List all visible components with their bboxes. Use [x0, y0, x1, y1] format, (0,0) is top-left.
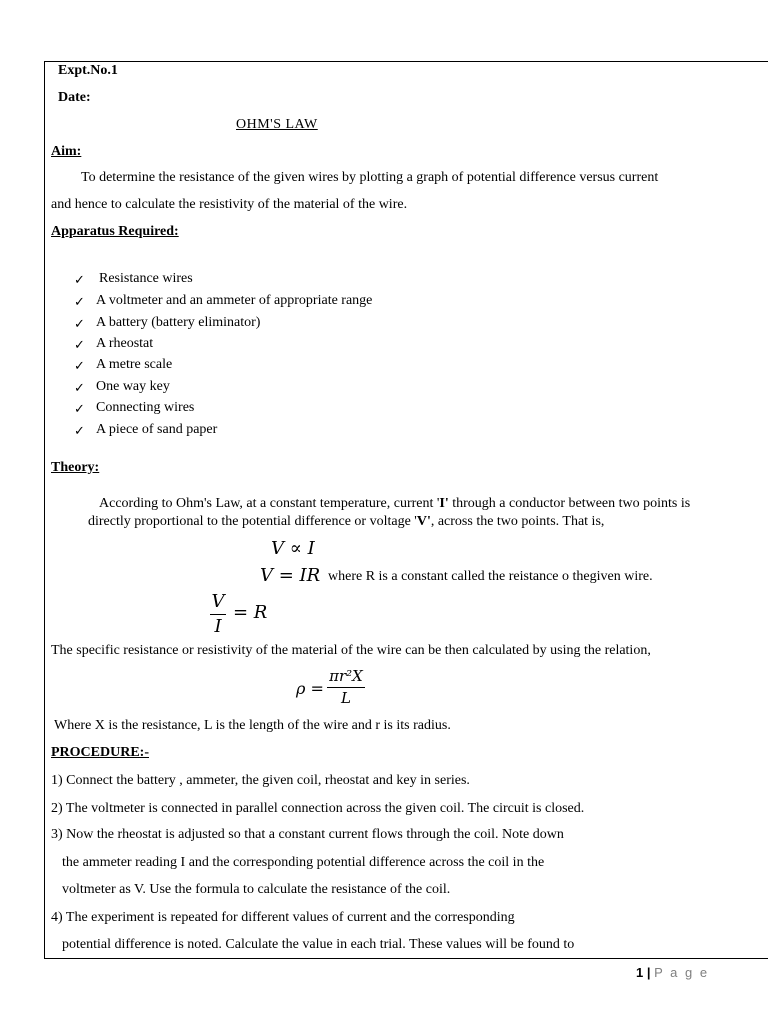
- theory-text-c: directly proportional to the potential difference or voltage ': [88, 514, 417, 529]
- symbol-current: I': [439, 496, 449, 511]
- procedure-line: potential difference is noted. Calculate the value in each trial. These values will be found to: [62, 937, 575, 952]
- checkmark-icon: ✓: [74, 423, 85, 438]
- checkmark-icon: ✓: [74, 401, 85, 416]
- checkmark-icon: ✓: [74, 380, 85, 395]
- fraction-denominator: L: [341, 689, 351, 707]
- page-number: 1: [636, 965, 644, 980]
- theory-text-b: through a conductor between two points is: [448, 496, 691, 511]
- experiment-number: Expt.No.1: [58, 63, 118, 78]
- theory-text-a: According to Ohm's Law, at a constant temperature, current ': [99, 496, 440, 511]
- list-item: A battery (battery eliminator): [96, 315, 261, 330]
- page-separator: |: [646, 965, 651, 980]
- procedure-line: 1) Connect the battery , ammeter, the given coil, rheostat and key in series.: [51, 773, 470, 788]
- apparatus-heading: Apparatus Required:: [51, 224, 179, 239]
- list-item: Resistance wires: [99, 271, 193, 286]
- page-label: P a g e: [654, 965, 710, 980]
- list-item: A piece of sand paper: [96, 422, 218, 437]
- checkmark-icon: ✓: [74, 272, 85, 287]
- procedure-line: 4) The experiment is repeated for different values of current and the corresponding: [51, 910, 515, 925]
- aim-heading: Aim:: [51, 144, 82, 159]
- equation-rho-lhs: ρ =: [296, 679, 324, 698]
- fraction-bar: [327, 687, 365, 688]
- checkmark-icon: ✓: [74, 316, 85, 331]
- resistivity-intro: The specific resistance or resistivity of the material of the wire can be then calculated by using the relation,: [51, 643, 651, 658]
- theory-paragraph-line-1: [99, 497, 690, 511]
- symbol-voltage: V': [416, 514, 431, 529]
- equation-resistivity-fraction: [327, 669, 365, 706]
- fraction-numerator: πr²X: [329, 667, 363, 685]
- page-title: OHM'S LAW: [236, 117, 318, 132]
- equation-note: where R is a constant called the reistance o thegiven wire.: [328, 569, 653, 584]
- equation-rhs-r: = R: [233, 602, 268, 623]
- page-footer: [636, 965, 709, 980]
- equation-proportional: V ∝ I: [271, 538, 315, 559]
- variables-explanation: Where X is the resistance, L is the length of the wire and r is its radius.: [54, 718, 451, 733]
- fraction-bar: [210, 614, 226, 615]
- theory-paragraph-line-2: [88, 515, 604, 529]
- checkmark-icon: ✓: [74, 294, 85, 309]
- theory-heading: Theory:: [51, 460, 100, 475]
- procedure-line: voltmeter as V. Use the formula to calculate the resistance of the coil.: [62, 882, 451, 897]
- checkmark-icon: ✓: [74, 337, 85, 352]
- procedure-line: 2) The voltmeter is connected in parallel connection across the given coil. The circuit is closed.: [51, 801, 585, 816]
- equation-fraction-v-over-i: [210, 593, 226, 636]
- fraction-numerator: V: [211, 591, 225, 612]
- list-item: One way key: [96, 379, 170, 394]
- list-item: Connecting wires: [96, 400, 195, 415]
- list-item: A voltmeter and an ammeter of appropriate range: [96, 293, 373, 308]
- procedure-heading: PROCEDURE:-: [51, 745, 149, 760]
- procedure-line: the ammeter reading I and the corresponding potential difference across the coil in the: [62, 855, 545, 870]
- fraction-denominator: I: [214, 616, 222, 637]
- procedure-line: 3) Now the rheostat is adjusted so that a constant current flows through the coil. Note down: [51, 827, 564, 842]
- date-label: Date:: [58, 90, 91, 105]
- list-item: A rheostat: [96, 336, 154, 351]
- checkmark-icon: ✓: [74, 358, 85, 373]
- equation-ohms-law: V = IR: [260, 565, 321, 586]
- list-item: A metre scale: [96, 357, 173, 372]
- aim-text-line-1: To determine the resistance of the given wires by plotting a graph of potential difference versus current: [81, 170, 659, 185]
- aim-text-line-2: and hence to calculate the resistivity of the material of the wire.: [51, 197, 408, 212]
- theory-text-d: , across the two points. That is,: [430, 514, 605, 529]
